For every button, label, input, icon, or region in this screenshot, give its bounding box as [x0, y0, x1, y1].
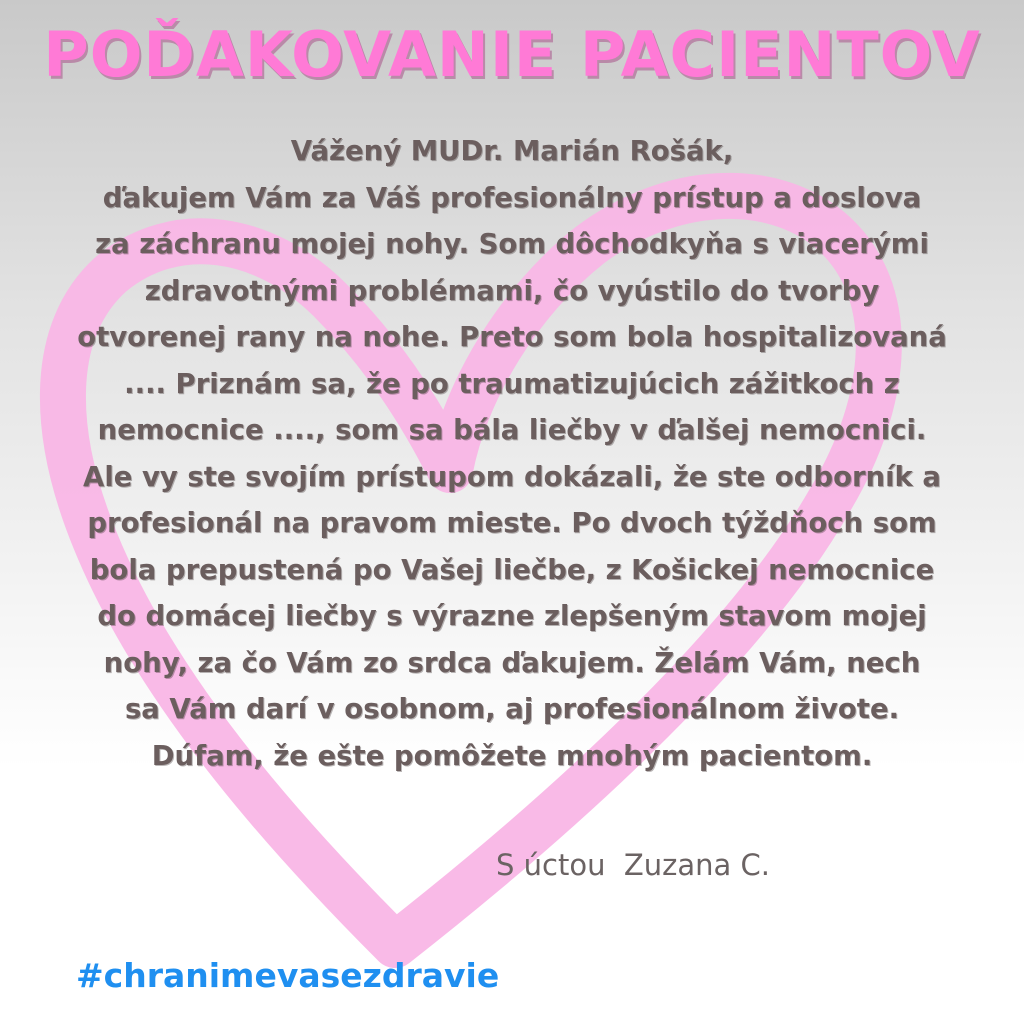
signature: S úctou Zuzana C. — [496, 848, 770, 882]
letter-line: otvorenej rany na nohe. Preto som bola hospitalizovaná — [77, 321, 947, 353]
letter-line: Dúfam, že ešte pomôžete mnohým pacientom. — [151, 739, 873, 772]
thank-you-letter — [30, 128, 994, 779]
letter-line: do domácej liečby s výrazne zlepšeným stavom mojej — [97, 600, 927, 632]
letter-line: Vážený MUDr. Marián Rošák, — [290, 135, 734, 167]
letter-line: Ale vy ste svojím prístupom dokázali, že ste odborník a — [83, 460, 941, 493]
letter-line: bola prepustená po Vašej liečbe, z Košickej nemocnice — [89, 553, 935, 586]
letter-line: sa Vám darí v osobnom, aj profesionálnom živote. — [124, 693, 900, 725]
letter-line: nohy, za čo Vám zo srdca ďakujem. Želám Vám, nech — [103, 646, 921, 679]
letter-line: za záchranu mojej nohy. Som dôchodkyňa s viacerými — [95, 228, 929, 260]
letter-line: zdravotnými problémami, čo vyústilo do tvorby — [144, 274, 880, 307]
hashtag-link[interactable]: #chranimevasezdravie — [76, 956, 500, 995]
letter-line: profesionál na pravom mieste. Po dvoch týždňoch som — [87, 507, 937, 539]
letter-line: ďakujem Vám za Váš profesionálny prístup a doslova — [102, 181, 922, 214]
letter-line: .... Priznám sa, že po traumatizujúcich zážitkoch z — [124, 367, 900, 400]
page-title: POĎAKOVANIE PACIENTOV — [43, 18, 981, 91]
letter-line: nemocnice ...., som sa bála liečby v ďalšej nemocnici. — [97, 414, 927, 446]
